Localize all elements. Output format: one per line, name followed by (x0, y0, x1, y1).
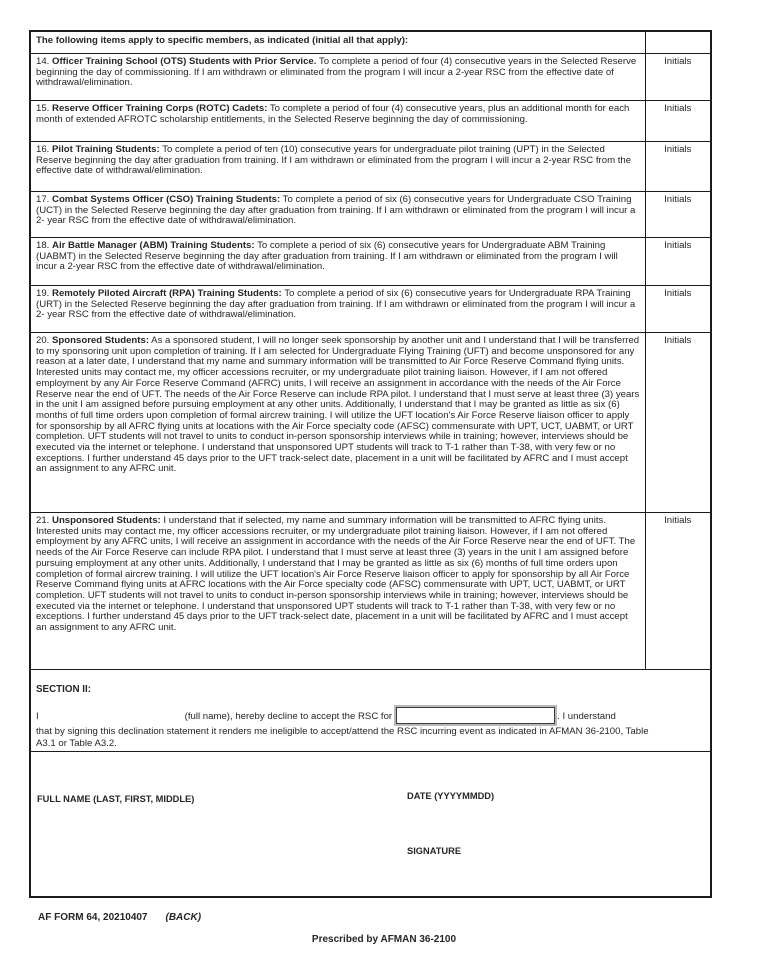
full-name-label: FULL NAME (LAST, FIRST, MIDDLE) (37, 794, 195, 804)
item-21-number: 21. (36, 515, 50, 526)
item-18-title: Air Battle Manager (ABM) Training Students: (52, 240, 255, 251)
footer-form-id-line (38, 912, 201, 923)
back-label: (BACK) (165, 912, 202, 923)
item-14-title: Officer Training School (OTS) Students with Prior Service. (52, 56, 317, 67)
item-row-14 (30, 54, 711, 101)
item-17-number: 17. (36, 194, 50, 205)
item-16-body: To complete a period of ten (10) consecutive years for undergraduate pilot training (UPT) in the Selected Reserve beginning the day after graduation from training. If I am withdrawn or eliminated from the program I will incur a 2-year RSC from the effective date of withdrawal/elimination. (36, 144, 632, 177)
item-14-number: 14. (36, 56, 50, 67)
section2-cell (30, 670, 711, 752)
declination-statement-line1 (36, 707, 705, 726)
rsc-event-field[interactable] (396, 707, 555, 724)
initials-cell-15 (645, 101, 711, 142)
item-19-number: 19. (36, 288, 50, 299)
initials-label: Initials (664, 515, 692, 526)
item-row-17 (30, 192, 711, 238)
initials-label: Initials (664, 240, 692, 251)
header-initials-cell (645, 31, 711, 54)
initials-cell-21 (645, 513, 711, 670)
item-16-number: 16. (36, 144, 50, 155)
item-16-text (30, 142, 645, 192)
prescribed-by-line: Prescribed by AFMAN 36-2100 (311, 934, 457, 945)
declination-pronoun: I (36, 710, 39, 722)
initials-label: Initials (664, 103, 692, 114)
item-16-title: Pilot Training Students: (52, 144, 160, 155)
initials-label: Initials (664, 144, 692, 155)
item-row-21 (30, 513, 711, 670)
item-20-body: As a sponsored student, I will no longer seek sponsorship by another unit and I understand that I will be transferred to my sponsoring unit upon completion of training. If I am selected for Undergraduate Flying Training (UFT) and become unsponsored for any reason at a later date, I understand that my name and summary information will be transmitted to Air Force Reserve Command flying units. Interested units may contact me, my officer accessions recruiter, or my undergraduate pilot training liaison. However, if I am not offered employment by any Air Force Reserve Command (AFRC) units, I will receive an assignment in accordance with the needs of the Air Force Reserve near the end of UFT. The needs of the Air Force Reserve can include RPA pilot. I understand that I must serve at least three (3) years in the unit I am assigned before pursuing employment at any other units. Additionally, I understand that I may be granted as little as six (6) months of full time orders upon completion of formal aircrew training. I will utilize the UFT location's Air Force Reserve liaison officer to apply for sponsorship by all AFRC flying units at locations with the Air Force specialty code (AFSC) commensurate with UPT, UCT, UABMT, or URT completion. UFT students will not travel to units to conduct in-person sponsorship interviews while in training; however, interviews should be executed via the internet or telephone. I understand that unsponsored UPT students will track to T-1 rather than T-38, with very few or no exceptions. I further understand 45 days prior to the UFT track-select date, placement in a unit will be facilitated by AFRC and I must accept an assignment to any AFRC unit. (36, 336, 640, 475)
date-label: DATE (YYYYMMDD) (407, 791, 495, 801)
item-19-title: Remotely Piloted Aircraft (RPA) Training Students: (52, 288, 282, 299)
initials-label: Initials (664, 288, 692, 299)
initials-cell-18 (645, 238, 711, 286)
item-14-text (30, 54, 645, 101)
signature-row (30, 752, 711, 898)
item-14-body: To complete a period of four (4) consecutive years in the Selected Reserve beginning the day of commissioning. If I am withdrawn or eliminated from the program I will incur a 2-year RSC from the effective date of withdrawal/elimination. (36, 56, 637, 89)
item-15-number: 15. (36, 103, 50, 114)
item-15-body: To complete a period of four (4) consecutive years, plus an additional month for each month of extended AFROTC scholarship entitlements, in the Selected Reserve beginning the day of commissioning. (36, 103, 630, 125)
item-21-text (30, 513, 645, 670)
declination-statement-line3: A3.1 or Table A3.2. (36, 737, 117, 749)
item-18-number: 18. (36, 240, 50, 251)
item-21-body: I understand that if selected, my name and summary information will be transmitted to AFRC flying units. Interested units may contact me, my officer accessions recruiter, or my undergraduate pilot training liaison. However, if I am not offered employment by any AFRC units, I will receive an assignment in accordance with the needs of the Air Force Reserve near the end of UFT. The needs of the Air Force Reserve can include RPA pilot. I understand that I must serve at least three (3) years in the unit I am assigned before pursuing employment at any other units. Additionally, I understand that I may be granted as little as six (6) months of full time orders upon completion of formal aircrew training. I will utilize the UFT location's Air Force Reserve liaison officer to apply for sponsorship by all Air Force Reserve Command flying units at AFRC locations with the Air Force specialty code (AFSC) commensurate with UPT, UCT, UABMT, or URT completion. UFT students will not travel to units to conduct in-person sponsorship interviews while in training; however, interviews should be executed via the internet or telephone. I understand that unsponsored UPT students will track to T-1 rather than T-38, with very few or no exceptions. I further understand 45 days prior to the UFT track-select date, placement in a unit will be facilitated by AFRC and I must accept an assignment to any AFRC unit. (36, 515, 636, 634)
header-row (30, 31, 711, 54)
section2-row (30, 670, 711, 752)
form-number: AF FORM 64, 20210407 (38, 912, 148, 923)
item-row-15 (30, 101, 711, 142)
item-row-18 (30, 238, 711, 286)
item-21-title: Unsponsored Students: (52, 515, 161, 526)
item-18-body: To complete a period of six (6) consecutive years for Undergraduate ABM Training (UABMT) in the Selected Reserve beginning the day after graduation from training. If I am withdrawn or eliminated from the program I will incur a 2-year RSC from the effective date of withdrawal/elimination. (36, 240, 618, 273)
initials-cell-14 (645, 54, 711, 101)
form-table (29, 30, 712, 898)
section2-heading: SECTION II: (36, 684, 91, 695)
initials-label: Initials (664, 56, 692, 67)
item-19-text (30, 286, 645, 333)
item-17-body: To complete a period of six (6) consecutive years for Undergraduate CSO Training (UCT) in the Selected Reserve beginning the day after graduation from training. If I am withdrawn or eliminated from the program I will incur a 2- year RSC from the effective date of withdrawal/elimination. (36, 194, 636, 227)
item-row-19 (30, 286, 711, 333)
initials-cell-19 (645, 286, 711, 333)
initials-label: Initials (664, 194, 692, 205)
initials-cell-17 (645, 192, 711, 238)
item-20-clipped-paragraph (36, 336, 640, 506)
declination-statement-line2: that by signing this declination statement it renders me ineligible to accept/attend the RSC incurring event as indicated in AFMAN 36-2100, Table (36, 725, 649, 737)
item-20-text (30, 333, 645, 513)
item-15-text (30, 101, 645, 142)
initials-label: Initials (664, 335, 692, 346)
signature-cell (30, 752, 711, 898)
item-19-body: To complete a period of six (6) consecutive years for Undergraduate RPA Training (URT) in the Selected Reserve beginning the day after graduation from training. If I am withdrawn or eliminated from the program I will incur a 2- year RSC from the effective date of withdrawal/elimination. (36, 288, 636, 321)
signature-block (31, 752, 710, 896)
signature-label: SIGNATURE (407, 846, 462, 856)
item-17-text (30, 192, 645, 238)
item-20-title: Sponsored Students: (52, 336, 150, 346)
declination-end-text: . I understand (557, 710, 616, 722)
header-instruction: The following items apply to specific members, as indicated (initial all that apply): (30, 31, 645, 54)
item-15-title: Reserve Officer Training Corps (ROTC) Cadets: (52, 103, 268, 114)
item-row-20 (30, 333, 711, 513)
item-17-title: Combat Systems Officer (CSO) Training Students: (52, 194, 281, 205)
item-18-text (30, 238, 645, 286)
item-20-number: 20. (36, 336, 50, 346)
initials-cell-16 (645, 142, 711, 192)
declination-mid-text: (full name), hereby decline to accept the RSC for (184, 710, 393, 722)
initials-cell-20 (645, 333, 711, 513)
item-row-16 (30, 142, 711, 192)
